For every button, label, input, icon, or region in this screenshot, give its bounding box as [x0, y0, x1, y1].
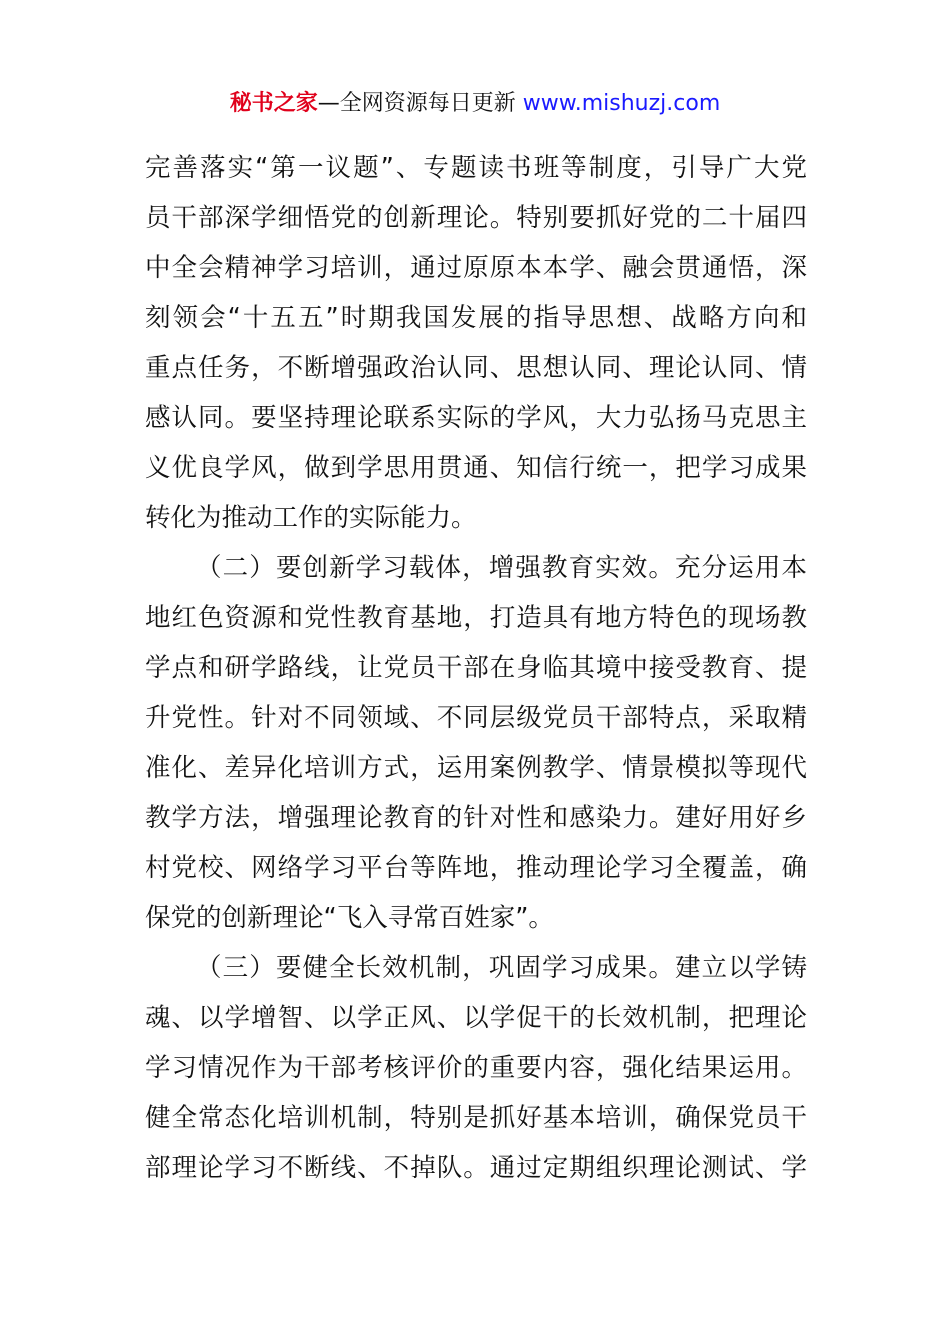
- text-line: 刻领会“十五五”时期我国发展的指导思想、战略方向和: [145, 303, 807, 333]
- site-brand: 秘书之家: [229, 91, 318, 116]
- text-line: （三）要健全长效机制，巩固学习成果。建立以学铸: [196, 953, 807, 983]
- document-body: [145, 143, 807, 1193]
- text-line: 完善落实“第一议题”、专题读书班等制度，引导广大党: [145, 153, 807, 183]
- text-line: 保党的创新理论“飞入寻常百姓家”。: [145, 903, 554, 933]
- text-line: 健全常态化培训机制，特别是抓好基本培训，确保党员干: [145, 1103, 807, 1133]
- text-line: 义优良学风，做到学思用贯通、知信行统一，把学习成果: [145, 453, 807, 483]
- text-line: 村党校、网络学习平台等阵地，推动理论学习全覆盖，确: [145, 853, 807, 883]
- text-line: 中全会精神学习培训，通过原原本本学、融会贯通悟，深: [145, 253, 807, 283]
- text-line: 魂、以学增智、以学正风、以学促干的长效机制，把理论: [145, 1003, 807, 1033]
- site-header: [0, 88, 950, 120]
- text-line: 教学方法，增强理论教育的针对性和感染力。建好用好乡: [145, 803, 807, 833]
- text-line: 升党性。针对不同领域、不同层级党员干部特点，采取精: [145, 703, 807, 733]
- text-line: 地红色资源和党性教育基地，打造具有地方特色的现场教: [145, 603, 807, 633]
- text-line: 员干部深学细悟党的创新理论。特别要抓好党的二十届四: [145, 203, 807, 233]
- text-line: 学点和研学路线，让党员干部在身临其境中接受教育、提: [145, 653, 807, 683]
- site-url[interactable]: www.mishuzj.com: [522, 91, 721, 116]
- text-line: 学习情况作为干部考核评价的重要内容，强化结果运用。: [145, 1053, 807, 1083]
- text-line: （二）要创新学习载体，增强教育实效。充分运用本: [196, 553, 807, 583]
- text-line: 感认同。要坚持理论联系实际的学风，大力弘扬马克思主: [145, 403, 807, 433]
- text-line: 重点任务，不断增强政治认同、思想认同、理论认同、情: [145, 353, 807, 383]
- text-line: 转化为推动工作的实际能力。: [145, 503, 477, 533]
- text-line: 准化、差异化培训方式，运用案例教学、情景模拟等现代: [145, 753, 807, 783]
- site-tagline: —全网资源每日更新: [317, 91, 516, 116]
- text-line: 部理论学习不断线、不掉队。通过定期组织理论测试、学: [145, 1153, 807, 1183]
